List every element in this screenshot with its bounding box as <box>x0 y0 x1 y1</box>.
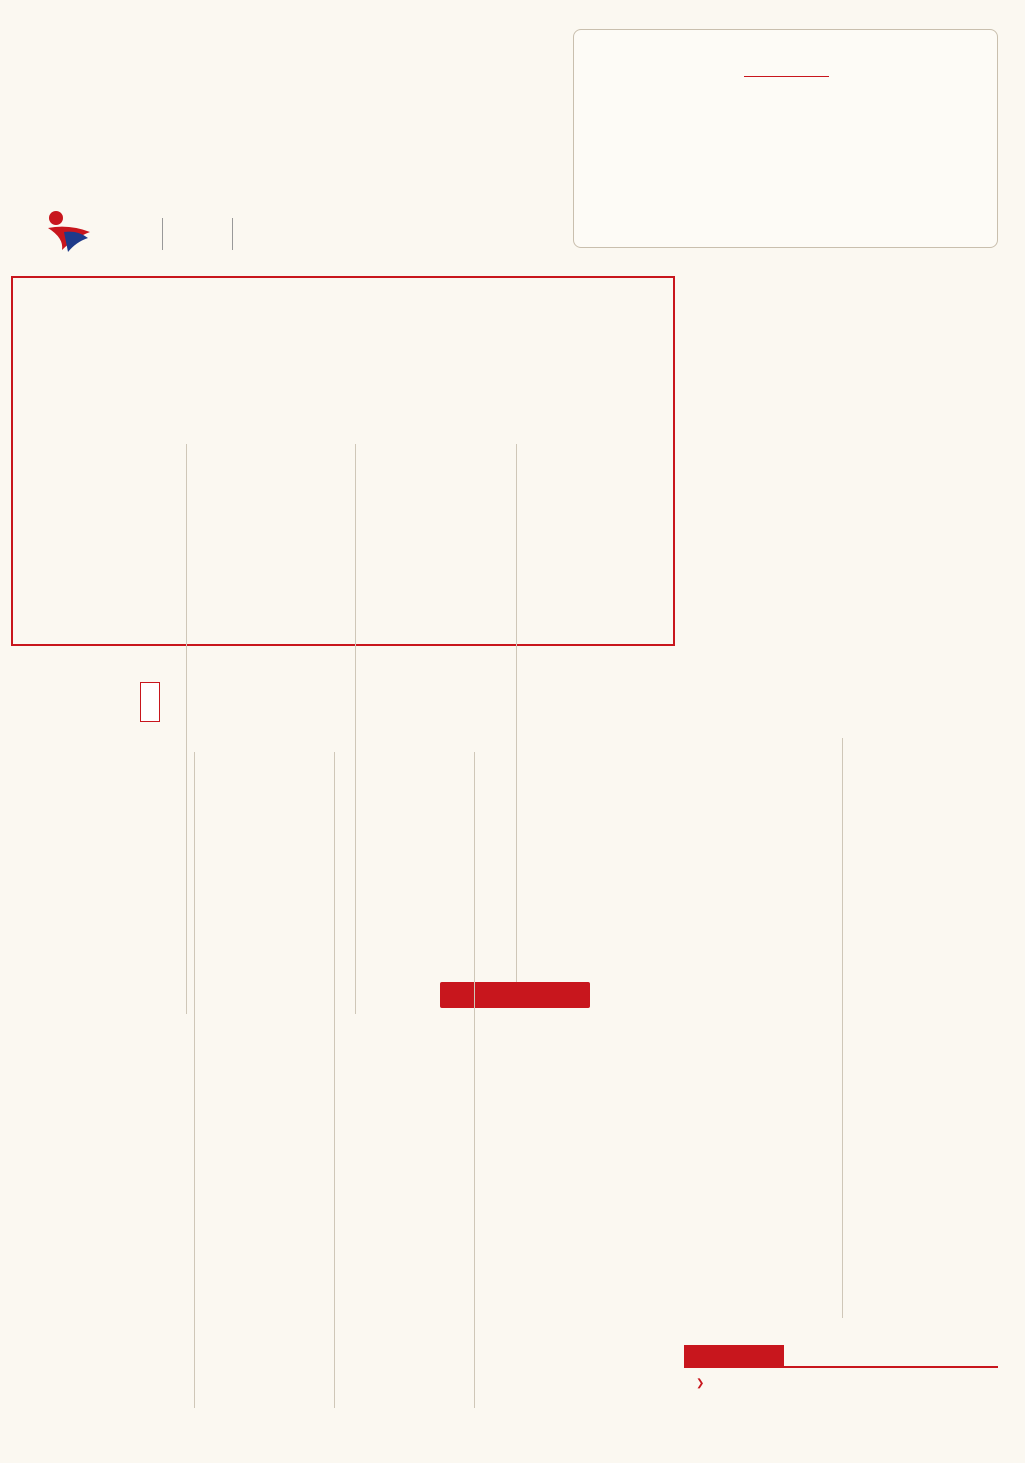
right-p3 <box>684 728 836 904</box>
right-col2-p1 <box>846 738 998 914</box>
quote-box <box>573 29 998 248</box>
quote-box-text <box>596 88 977 244</box>
right-p2 <box>684 530 836 726</box>
commentary-badge-sub <box>140 682 160 722</box>
commentary-col2 <box>200 752 328 1408</box>
right-p1 <box>684 504 836 530</box>
right-p4 <box>684 906 836 1264</box>
right-intro <box>684 288 836 466</box>
commentary-badge <box>58 676 168 726</box>
commentary-col4 <box>480 752 608 1408</box>
lead-col4-p2 <box>521 582 671 736</box>
lead-col3-p2 <box>360 546 510 596</box>
lead-col3-p1 <box>360 444 510 458</box>
guide-header <box>684 1345 784 1367</box>
right-article-title <box>918 305 978 705</box>
right-col2-p2 <box>846 916 998 1304</box>
lead-col1-p1 <box>22 444 180 620</box>
logo-icon <box>44 208 94 254</box>
lead-col4-p1 <box>521 444 671 580</box>
lead-col2-p1 <box>191 444 349 494</box>
guide-item1-arrow-icon: ❯ <box>696 1378 705 1389</box>
commentary-col1 <box>64 752 188 1408</box>
masthead-info <box>96 218 566 254</box>
commentary-col3 <box>340 752 468 1408</box>
right-p5 <box>684 1266 836 1316</box>
guide-item-1[interactable] <box>684 1376 998 1452</box>
